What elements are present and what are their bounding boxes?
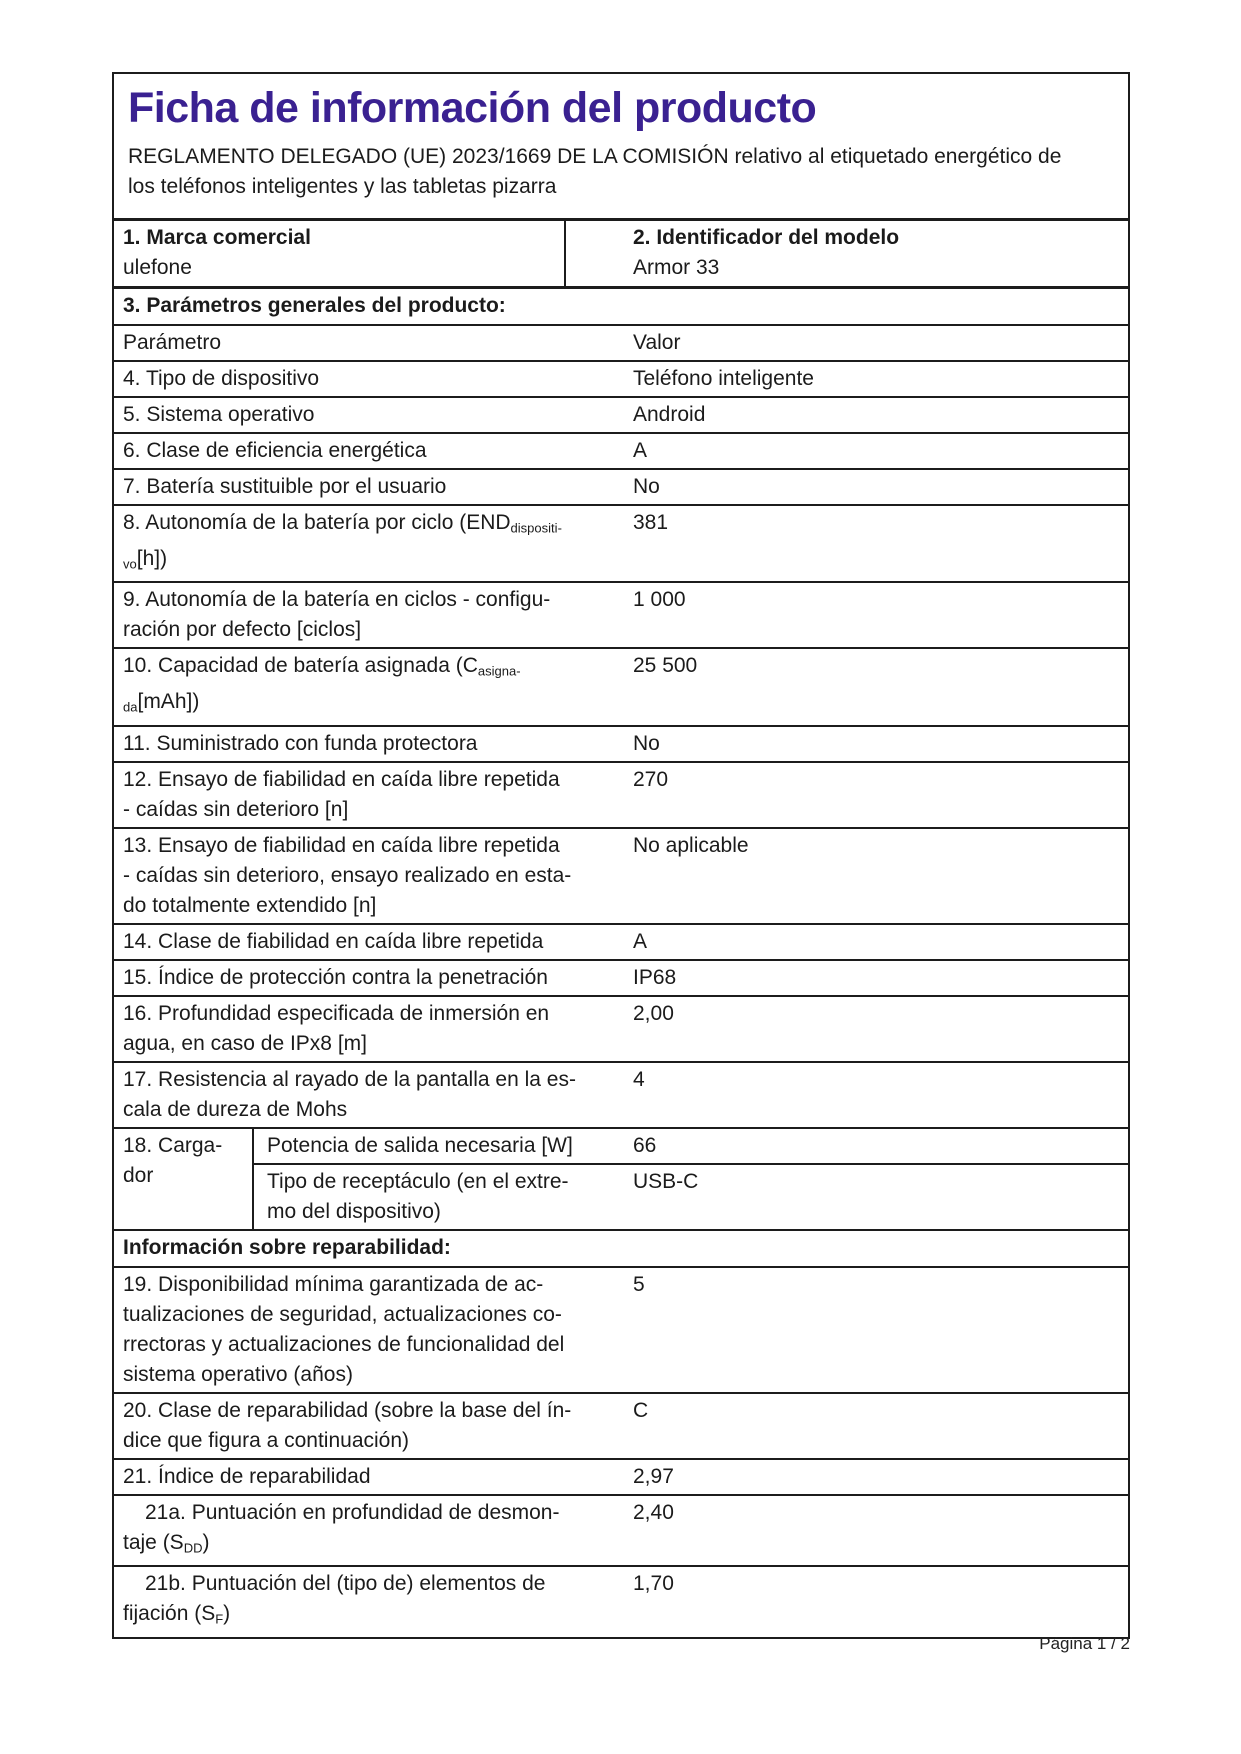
text-segment: 21b. Puntuación del (tipo de) elementos de — [145, 1572, 546, 1596]
title-section — [112, 72, 1130, 218]
table-row — [114, 470, 1128, 506]
table-row — [114, 583, 1128, 649]
value-cell: Android — [633, 403, 706, 426]
page-number: Página 1 / 2 — [1039, 1634, 1130, 1653]
text-segment: 5. Sistema operativo — [123, 403, 315, 426]
text-segment: 17. Resistencia al rayado de la pantalla en la es- — [123, 1067, 576, 1091]
text-segment: 15. Índice de protección contra la penetración — [123, 965, 548, 989]
param-cell — [254, 1129, 620, 1163]
value-cell: 25 500 — [633, 654, 698, 678]
text-segment: do totalmente extendido [n] — [123, 893, 377, 917]
text-segment: 19. Disponibilidad mínima garantizada de ac- — [123, 1272, 544, 1296]
text-segment: ración por defecto [ciclos] — [123, 618, 362, 642]
value-cell: C — [633, 1398, 649, 1422]
value-cell: 1,70 — [633, 1572, 674, 1596]
table-row — [114, 649, 1128, 726]
text-segment: 6. Clase de eficiencia energética — [123, 439, 427, 462]
text-segment: [h]) — [136, 546, 168, 570]
value-cell: No — [633, 731, 660, 755]
table-row — [114, 997, 1128, 1063]
text-segment: 10. Capacidad de batería asignada (C — [123, 654, 478, 678]
subscript-text: F — [215, 1611, 224, 1627]
subscript-text: da — [123, 699, 138, 715]
value-cell: A — [633, 439, 648, 462]
regulation-subtitle — [128, 142, 1114, 202]
table-row — [114, 326, 1128, 362]
value-cell: 2,00 — [633, 1001, 674, 1025]
text-segment: 12. Ensayo de fiabilidad en caída libre repetida — [123, 767, 560, 791]
text-segment: 7. Batería sustituible por el usuario — [123, 475, 447, 498]
param-cell — [114, 1496, 620, 1566]
param-cell — [114, 997, 620, 1061]
param-cell — [114, 961, 620, 995]
text-segment: mo del dispositivo) — [267, 1199, 441, 1223]
text-segment: tualizaciones de seguridad, actualizaciones co- — [123, 1302, 562, 1326]
brand-label: 1. Marca comercial — [123, 226, 311, 249]
table-row — [114, 398, 1128, 434]
text-segment: 13. Ensayo de fiabilidad en caída libre repetida — [123, 833, 560, 857]
table-row — [114, 362, 1128, 398]
text-segment: 18. Carga- — [123, 1133, 223, 1157]
param-cell — [114, 727, 620, 761]
param-cell — [114, 829, 620, 923]
text-segment: 16. Profundidad especificada de inmersión en — [123, 1001, 550, 1025]
charger-row — [114, 1129, 1128, 1231]
text-segment: [mAh]) — [137, 689, 200, 713]
charger-subrow — [254, 1129, 1128, 1165]
section-header-row: 3. Parámetros generales del producto: — [114, 289, 1128, 326]
charger-subrow — [254, 1165, 1128, 1229]
value-cell: IP68 — [633, 965, 677, 989]
text-segment: taje (S — [123, 1530, 184, 1554]
value-cell: 381 — [633, 511, 669, 534]
param-cell — [114, 362, 620, 396]
text-segment: 8. Autonomía de la batería por ciclo (END — [123, 511, 511, 534]
text-segment: fijación (S — [123, 1602, 216, 1626]
param-cell — [114, 1394, 620, 1458]
text-segment: Parámetro — [123, 331, 222, 354]
table-row — [114, 1394, 1128, 1460]
brand-cell — [114, 221, 566, 286]
value-cell: Valor — [633, 331, 681, 354]
model-value: Armor 33 — [633, 256, 720, 279]
value-cell: 270 — [633, 767, 669, 791]
regulation-line-1: REGLAMENTO DELEGADO (UE) 2023/1669 DE LA COMISIÓN relativo al etiquetado energético de — [128, 145, 1062, 168]
table-row — [114, 727, 1128, 763]
value-cell: 66 — [633, 1133, 657, 1157]
charger-subtable — [254, 1129, 1128, 1229]
text-segment: Potencia de salida necesaria [W] — [267, 1133, 573, 1157]
text-segment: agua, en caso de IPx8 [m] — [123, 1031, 367, 1055]
value-cell: No — [633, 475, 660, 498]
brand-model-row — [114, 221, 1128, 289]
param-cell — [254, 1165, 620, 1229]
text-segment: rrectoras y actualizaciones de funcionalidad del — [123, 1332, 565, 1356]
param-cell — [114, 1063, 620, 1127]
charger-label-cell — [114, 1129, 254, 1229]
table-row — [114, 434, 1128, 470]
param-cell — [114, 1567, 620, 1637]
param-cell — [114, 763, 620, 827]
text-segment: 21. Índice de reparabilidad — [123, 1464, 371, 1488]
text-segment: 11. Suministrado con funda protectora — [123, 731, 478, 755]
regulation-line-2: los teléfonos inteligentes y las tabletas pizarra — [128, 175, 557, 198]
text-segment: ) — [202, 1530, 210, 1554]
value-cell: 5 — [633, 1272, 645, 1296]
param-cell — [114, 925, 620, 959]
text-segment: Tipo de receptáculo (en el extre- — [267, 1169, 569, 1193]
param-cell — [114, 326, 620, 360]
table-row — [114, 1496, 1128, 1568]
param-cell — [114, 583, 620, 647]
text-segment: 14. Clase de fiabilidad en caída libre repetida — [123, 929, 544, 953]
value-cell: 4 — [633, 1067, 645, 1091]
section-header-row: Información sobre reparabilidad: — [114, 1231, 1128, 1268]
text-segment: cala de dureza de Mohs — [123, 1097, 348, 1121]
text-segment: sistema operativo (años) — [123, 1362, 353, 1386]
value-cell: A — [633, 929, 648, 953]
text-segment: 20. Clase de reparabilidad (sobre la base del ín- — [123, 1398, 572, 1422]
table-row — [114, 961, 1128, 997]
text-segment: dice que figura a continuación) — [123, 1428, 410, 1452]
param-cell — [114, 649, 620, 724]
param-cell — [114, 470, 620, 504]
table-row — [114, 1460, 1128, 1496]
value-cell: No aplicable — [633, 833, 749, 857]
value-cell: USB-C — [633, 1169, 699, 1193]
table-row — [114, 925, 1128, 961]
table-row — [114, 506, 1128, 583]
text-segment: ) — [223, 1602, 231, 1626]
text-segment: 4. Tipo de dispositivo — [123, 367, 320, 390]
param-cell — [114, 1460, 620, 1494]
product-fiche-sheet — [112, 72, 1130, 1639]
param-cell — [114, 506, 620, 581]
table-row — [114, 1567, 1128, 1637]
model-label: 2. Identificador del modelo — [633, 226, 900, 249]
brand-value: ulefone — [123, 256, 192, 279]
model-cell — [566, 221, 1128, 286]
value-cell: Teléfono inteligente — [633, 367, 814, 390]
table-row — [114, 829, 1128, 925]
value-cell: 2,97 — [633, 1464, 674, 1488]
text-segment: 9. Autonomía de la batería en ciclos - configu- — [123, 588, 551, 612]
text-segment: 21a. Puntuación en profundidad de desmon- — [145, 1500, 560, 1524]
page-title: Ficha de información del producto — [128, 84, 817, 132]
text-segment: - caídas sin deterioro, ensayo realizado en esta- — [123, 863, 572, 887]
table-row — [114, 1268, 1128, 1394]
param-cell — [114, 434, 620, 468]
param-cell — [114, 1268, 620, 1392]
param-cell — [114, 398, 620, 432]
value-cell: 2,40 — [633, 1500, 674, 1524]
subscript-text: DD — [183, 1540, 203, 1556]
text-segment: - caídas sin deterioro [n] — [123, 797, 349, 821]
product-parameters-table — [112, 218, 1130, 1639]
subscript-text: dispositi- — [510, 520, 562, 536]
table-row — [114, 763, 1128, 829]
subscript-text: asigna- — [477, 663, 521, 679]
text-segment: dor — [123, 1163, 154, 1187]
table-row — [114, 1063, 1128, 1129]
value-cell: 1 000 — [633, 588, 686, 612]
subscript-text: vo — [123, 556, 137, 572]
